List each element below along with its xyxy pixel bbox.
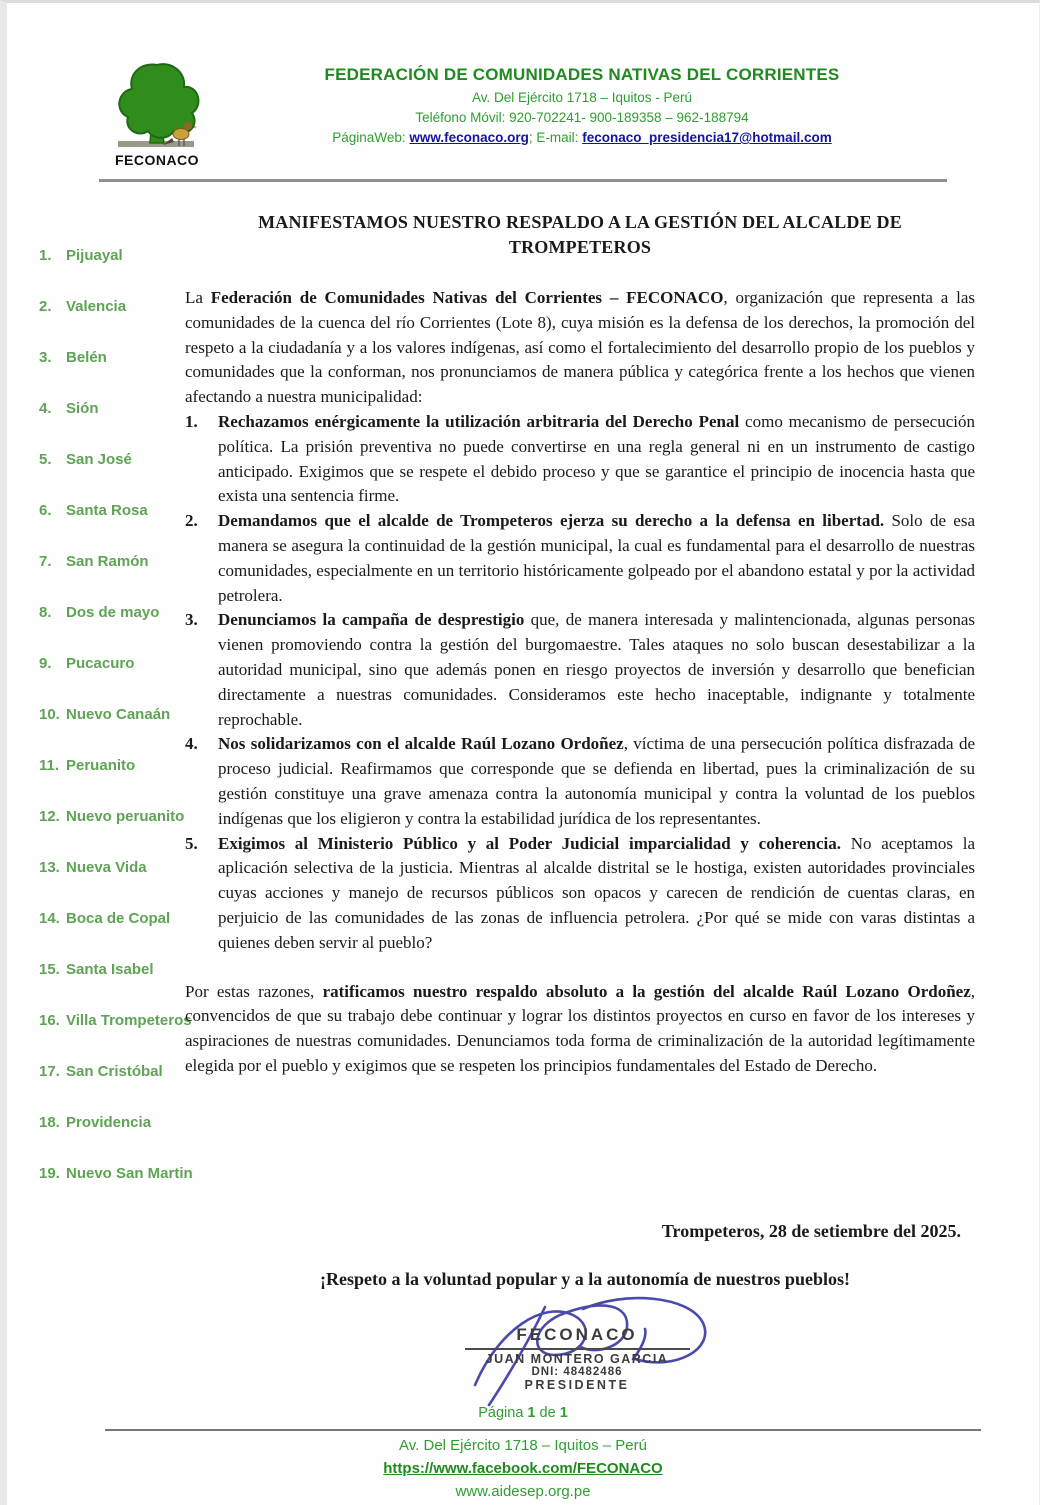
email-link[interactable]: feconaco_presidencia17@hotmail.com	[582, 130, 832, 145]
community-name: Providencia	[66, 1114, 152, 1131]
closing-bold: ratificamos nuestro respaldo absoluto a la gestión del alcalde Raúl Lozano Ordoñez	[322, 981, 971, 1001]
signature-block	[397, 1295, 757, 1407]
signer-dni: DNI: 48482486	[531, 1366, 623, 1378]
community-name: Belén	[66, 349, 107, 366]
community-name: San Cristóbal	[66, 1063, 163, 1080]
community-name: Nuevo Canaán	[66, 706, 171, 723]
signer-name: JUAN MONTERO GARCIA	[485, 1352, 669, 1366]
stamp-divider	[465, 1348, 690, 1350]
point-number: 4.	[185, 734, 198, 754]
stamp-organization: FECONACO	[516, 1325, 638, 1344]
numbered-points	[185, 410, 975, 956]
aidesep-link[interactable]: www.aidesep.org.pe	[455, 1483, 591, 1500]
stamp	[397, 1325, 757, 1392]
community-number: 1.	[39, 247, 52, 264]
dateline: Trompeteros, 28 de setiembre del 2025.	[661, 1221, 961, 1241]
community-list-item	[39, 1062, 165, 1081]
community-number: 10.	[39, 706, 60, 723]
community-list-item	[39, 450, 165, 469]
community-name: Villa Trompeteros	[66, 1012, 192, 1029]
community-list-item	[39, 1113, 165, 1132]
communities-list	[7, 182, 193, 1215]
point-bold: Demandamos que el alcalde de Trompeteros ejerza su derecho a la defensa en libertad.	[218, 511, 885, 531]
footer	[7, 1434, 1039, 1503]
point-rest: , víctima de una persecución política disfrazada de proceso judicial. Reafirmamos que corresponde que se defienda en libertad, pues la criminalización de su gestión constituye una grave amenaza contra la autonomía municipal y contra la voluntad de los pueblos indígenas que los eligieron y contra la estabilidad jurídica de los representantes.	[218, 734, 975, 828]
community-number: 15.	[39, 961, 60, 978]
numbered-point	[185, 410, 975, 509]
community-number: 14.	[39, 910, 60, 927]
page-total: 1	[559, 1405, 568, 1421]
community-number: 6.	[39, 502, 52, 519]
community-list-item	[39, 297, 165, 316]
community-list-item	[39, 705, 171, 724]
logo-caption: FECONACO	[114, 152, 200, 168]
community-list-item	[39, 1164, 193, 1183]
closing-paragraph	[185, 980, 975, 1079]
page-indicator	[7, 1405, 1039, 1421]
community-name: San Ramón	[66, 553, 149, 570]
community-name: Pijuayal	[66, 247, 123, 264]
community-name: Boca de Copal	[66, 910, 171, 927]
point-rest: que, de manera interesada y malintencionada, algunas personas vienen promoviendo contra la gestión del burgomaestre. Tales ataques no solo buscan desestabilizar a la autoridad municipal, sino que además ponen en riesgo proyectos de inversión y desarrollo que benefician directamente a nuestras comunidades. Consideramos este hecho inaceptable, indignante y totalmente reprochable.	[218, 610, 975, 729]
footer-address: Av. Del Ejército 1718 – Iquitos – Perú	[399, 1437, 647, 1454]
point-bold: Exigimos al Ministerio Público y al Poder Judicial imparcialidad y coherencia.	[218, 833, 841, 853]
organization-contacts	[215, 130, 949, 145]
email-label: E-mail:	[536, 130, 579, 145]
community-list-item	[39, 348, 165, 367]
community-list-item	[39, 399, 165, 418]
page-indicator-mid: de	[535, 1405, 560, 1421]
community-number: 11.	[39, 757, 60, 774]
point-rest: como mecanismo de persecución política. La prisión preventiva no puede convertirse en una regla general ni en un instrumento de castigo anticipado. Exigimos que se respete el debido proceso y que se garantice el principio de inocencia hasta que exista una sentencia firme.	[218, 411, 975, 506]
point-bold: Rechazamos enérgicamente la utilización arbitraria del Derecho Penal	[218, 411, 740, 431]
community-list-item	[39, 603, 165, 622]
separator: ;	[528, 130, 533, 145]
point-bold: Denunciamos la campaña de desprestigio	[218, 610, 525, 630]
community-name: Dos de mayo	[66, 604, 160, 621]
numbered-point	[185, 832, 975, 956]
page-number: 1	[527, 1405, 536, 1421]
intro-rest: , organización que representa a las comunidades de la cuenca del río Corrientes (Lote 8), cuya misión es la defensa de los derechos, la promoción del respeto a la ciudadanía y a los valores indígenas, así como el fortalecimiento del desarrollo propio de los pueblos y comunidades que la conforman, nos pronunciamos de manera pública y categórica frente a los hechos que vienen afectando a nuestra municipalidad:	[185, 288, 975, 407]
community-name: Sión	[66, 400, 99, 417]
point-rest: No aceptamos la aplicación selectiva de la justicia. Mientras al alcalde distrital se le hostiga, existen autoridades provinciales cuyas acciones y manejo de recursos públicos son opacos y carecen de rendición de cuentas claras, en perjuicio de las comunidades de las zonas de influencia petrolera. ¿Por qué se mide con varas distintas a quienes deben servir al pueblo?	[218, 833, 975, 952]
numbered-point	[185, 608, 975, 732]
statement-body	[165, 182, 1039, 1215]
point-bold: Nos solidarizamos con el alcalde Raúl Lozano Ordoñez	[218, 734, 624, 754]
point-number: 2.	[185, 511, 198, 531]
point-text	[218, 832, 975, 956]
feconaco-logo	[99, 59, 215, 168]
community-list-item	[39, 246, 165, 265]
community-number: 18.	[39, 1114, 60, 1131]
community-number: 4.	[39, 400, 52, 417]
organization-address: Av. Del Ejército 1718 – Iquitos - Perú	[471, 90, 693, 105]
website-link[interactable]: www.feconaco.org	[409, 130, 529, 145]
organization-title: FEDERACIÓN DE COMUNIDADES NATIVAS DEL CORRIENTES	[324, 65, 840, 84]
community-name: Santa Isabel	[66, 961, 154, 978]
facebook-link[interactable]: https://www.facebook.com/FECONACO	[383, 1460, 663, 1477]
community-number: 13.	[39, 859, 60, 876]
point-text	[218, 732, 975, 831]
point-text	[218, 608, 975, 732]
intro-pre: La	[185, 288, 211, 307]
tree-with-bird-icon	[102, 59, 212, 151]
point-number: 5.	[185, 833, 198, 853]
statement-title-line2: TROMPETEROS	[508, 237, 652, 257]
community-number: 9.	[39, 655, 52, 672]
closing-rest: , convencidos de que su trabajo debe continuar y lograr los distintos proyectos en curso en favor de los intereses y aspiraciones de nuestras comunidades. Denunciamos toda forma de criminalización de la autoridad legítimamente elegida por el pueblo y exigimos que se respeten los principios fundamentales del Estado de Derecho.	[185, 981, 976, 1075]
community-list-item	[39, 960, 165, 979]
point-text	[218, 410, 975, 509]
community-number: 8.	[39, 604, 52, 621]
community-number: 12.	[39, 808, 60, 825]
community-name: Peruanito	[66, 757, 136, 774]
community-name: Nuevo San Martin	[66, 1165, 193, 1182]
point-number: 1.	[185, 411, 198, 431]
community-number: 3.	[39, 349, 52, 366]
numbered-point	[185, 732, 975, 831]
organization-phone: Teléfono Móvil: 920-702241- 900-189358 – 962-188794	[415, 110, 749, 125]
letterhead	[7, 3, 1039, 168]
page-indicator-pre: Página	[478, 1405, 528, 1421]
community-name: Valencia	[66, 298, 127, 315]
numbered-point	[185, 509, 975, 608]
content-columns	[7, 182, 1039, 1215]
community-name: Nuevo peruanito	[66, 808, 185, 825]
community-number: 19.	[39, 1165, 60, 1182]
community-name: Pucacuro	[66, 655, 135, 672]
intro-paragraph	[185, 286, 975, 410]
community-name: Nueva Vida	[66, 859, 147, 876]
community-list-item	[39, 501, 165, 520]
community-list-item	[39, 756, 165, 775]
statement-title	[185, 210, 975, 260]
community-list-item	[39, 654, 165, 673]
community-name: San José	[66, 451, 132, 468]
community-list-item	[39, 807, 185, 826]
community-number: 5.	[39, 451, 52, 468]
community-number: 16.	[39, 1012, 60, 1029]
signer-role: PRESIDENTE	[524, 1378, 630, 1392]
point-number: 3.	[185, 610, 198, 630]
community-number: 17.	[39, 1063, 60, 1080]
slogan: ¡Respeto a la voluntad popular y a la autonomía de nuestros pueblos!	[320, 1269, 850, 1289]
letterhead-text	[215, 59, 983, 145]
community-list-item	[39, 909, 171, 928]
point-rest: Solo de esa manera se asegura la continuidad de la gestión municipal, la cual es fundamental para el desarrollo de nuestras comunidades, especialmente en un territorio históricamente golpeado por el abandono estatal y por la actividad petrolera.	[218, 511, 976, 605]
community-list-item	[39, 552, 165, 571]
community-name: Santa Rosa	[66, 502, 148, 519]
web-label: PáginaWeb:	[332, 130, 406, 145]
community-list-item	[39, 1011, 192, 1030]
community-number: 7.	[39, 553, 52, 570]
community-list-item	[39, 858, 165, 877]
closing-pre: Por estas razones,	[185, 981, 323, 1001]
point-text	[218, 509, 975, 608]
footer-divider	[105, 1429, 981, 1431]
statement-title-line1: MANIFESTAMOS NUESTRO RESPALDO A LA GESTIÓN DEL ALCALDE DE	[258, 212, 902, 232]
community-number: 2.	[39, 298, 52, 315]
intro-bold: Federación de Comunidades Nativas del Corrientes – FECONACO	[210, 288, 724, 307]
